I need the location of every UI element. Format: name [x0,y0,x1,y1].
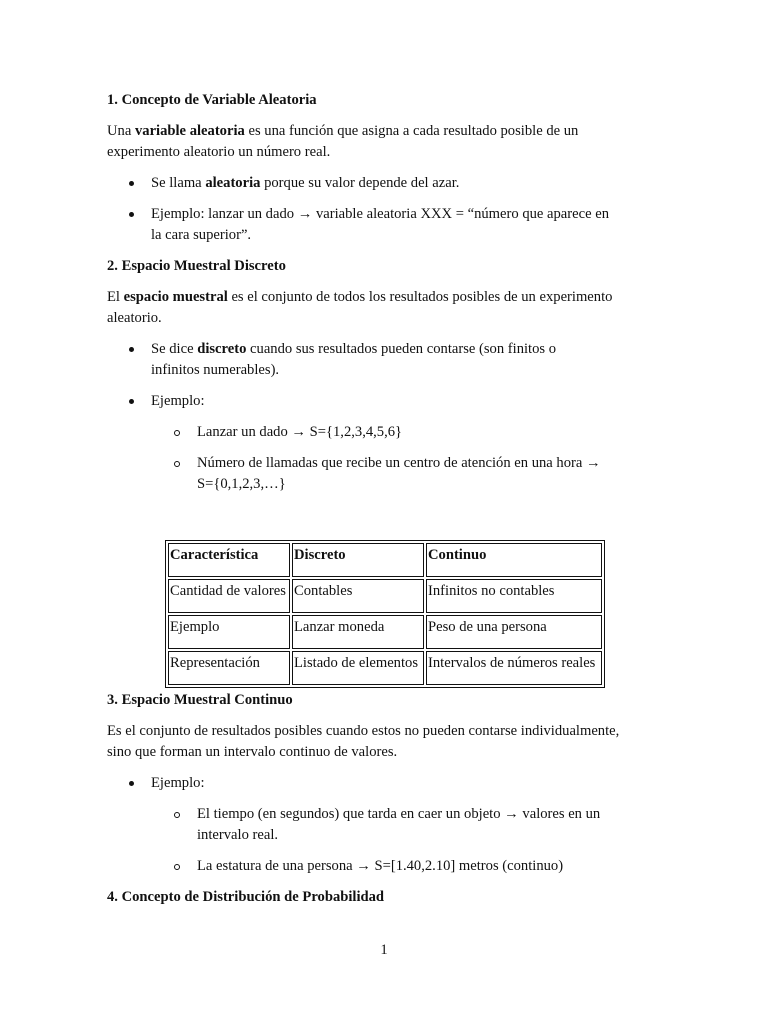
bullet-icon [129,181,134,186]
list-item [107,204,611,246]
comparison-table [165,540,605,688]
section-2-paragraph [107,287,637,329]
section-2-bullets [107,339,655,495]
section-1-heading: 1. Concepto de Variable Aleatoria [107,92,317,108]
table-header-cell: Continuo [426,543,602,577]
list-item [107,422,655,443]
section-1-bullets [107,173,655,246]
list-item [107,856,655,877]
list-item [107,391,655,495]
table-cell: Contables [292,579,424,613]
section-3-sub-2: La estatura de una persona → S=[1.40,2.10] metros (continuo) [197,858,564,874]
list-item [107,773,655,877]
section-3-bullets [107,773,655,877]
section-3-paragraph: Es el conjunto de resultados posibles cuando estos no pueden contarse individualmente, sino que forman un intervalo continuo de valores. [107,723,620,760]
section-3-heading: 3. Espacio Muestral Continuo [107,692,293,708]
section-1-bullet-1-bold: aleatoria [205,175,261,191]
section-2-heading: 2. Espacio Muestral Discreto [107,258,286,274]
table-header-cell: Discreto [292,543,424,577]
page-number: 1 [380,942,388,958]
section-2-bullet-1-bold: discreto [197,341,247,357]
section-1-bullet-1-post: porque su valor depende del azar. [260,175,460,191]
section-2-para-bold: espacio muestral [123,289,228,305]
list-item [107,173,655,194]
section-1-para-post: es una función que asigna a cada resultado posible de un experimento aleatorio un número real. [107,123,579,160]
table-cell: Intervalos de números reales [426,651,602,685]
section-1-para-bold: variable aleatoria [134,123,245,139]
bullet-icon [129,212,134,217]
document-page [107,90,655,908]
circle-bullet-icon [174,430,180,436]
table-row [168,579,602,613]
section-1-bullet-1-pre: Se llama [151,175,206,191]
table-cell: Lanzar moneda [292,615,424,649]
section-3-bullet-1: Ejemplo: [151,775,205,791]
section-3-sub-1: El tiempo (en segundos) que tarda en caer un objeto → valores en un intervalo real. [197,806,601,843]
list-item [107,339,601,381]
section-2-sub-1: Lanzar un dado → S={1,2,3,4,5,6} [197,424,403,440]
circle-bullet-icon [174,461,180,467]
list-item [107,453,617,495]
table-header-cell: Característica [168,543,290,577]
section-2-bullet-1-post: cuando sus resultados pueden contarse (son finitos o infinitos numerables). [151,341,557,378]
section-2-para-pre: El [107,289,124,305]
table-cell: Representación [168,651,290,685]
section-1-para-pre: Una [107,123,135,139]
section-2-sub-2: Número de llamadas que recibe un centro de atención en una hora → S={0,1,2,3,…} [197,455,601,492]
table-row [168,651,602,685]
table-cell: Infinitos no contables [426,579,602,613]
bullet-icon [129,347,134,352]
bullet-icon [129,399,134,404]
table-cell: Cantidad de valores [168,579,290,613]
table-row [168,615,602,649]
section-2-sublist [107,422,655,495]
section-2-para-post: es el conjunto de todos los resultados posibles de un experimento aleatorio. [107,289,613,326]
circle-bullet-icon [174,864,180,870]
section-1-bullet-2: Ejemplo: lanzar un dado → variable aleatoria XXX = “número que aparece en la cara superior”. [151,206,610,243]
section-1-paragraph [107,121,607,163]
table-cell: Listado de elementos [292,651,424,685]
section-2-bullet-1-pre: Se dice [151,341,198,357]
table-cell: Ejemplo [168,615,290,649]
circle-bullet-icon [174,812,180,818]
table-header-row [168,543,602,577]
list-item [107,804,627,846]
bullet-icon [129,781,134,786]
section-2-bullet-2: Ejemplo: [151,393,205,409]
table-cell: Peso de una persona [426,615,602,649]
section-4-heading: 4. Concepto de Distribución de Probabilidad [107,889,385,905]
section-3-sublist [107,804,655,877]
